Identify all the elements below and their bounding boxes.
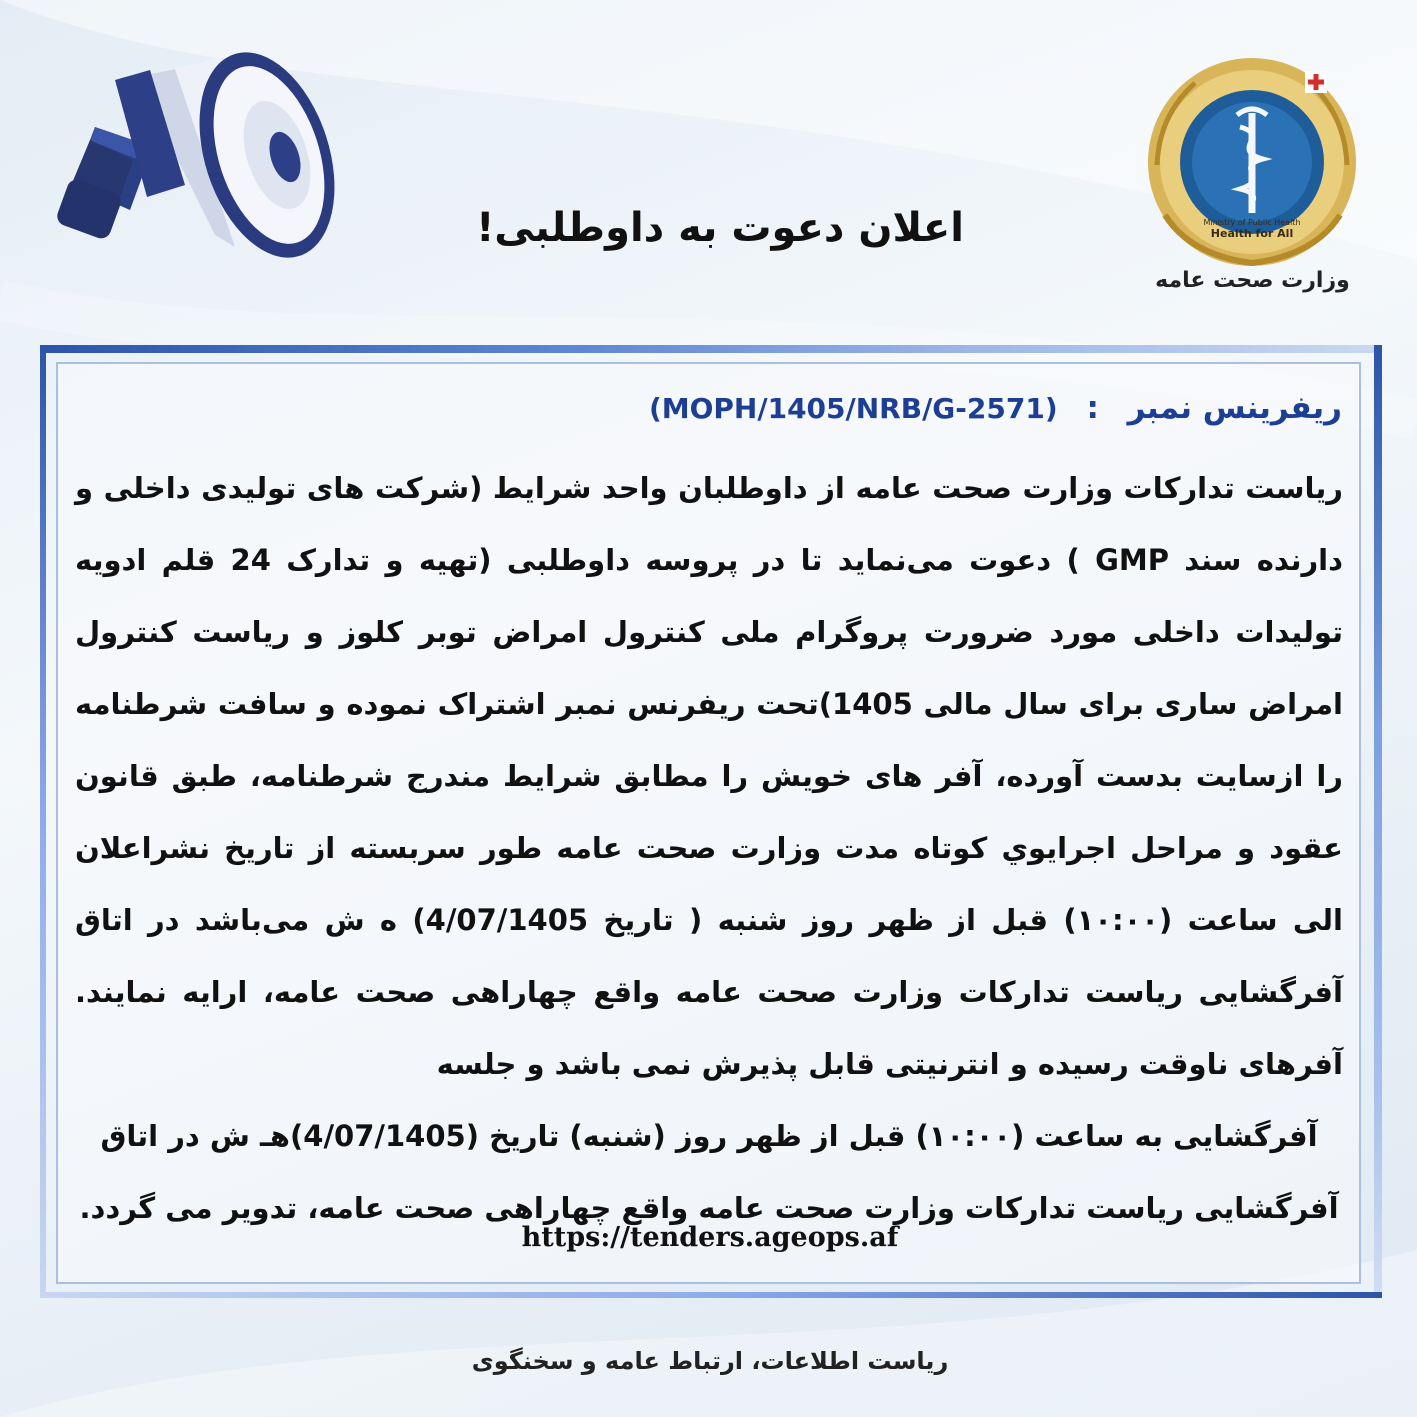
notice-paragraph: ریاست تدارکات وزارت صحت عامه از داوطلبان واحد شرایط (شرکت های تولیدی داخلی و دارنده سند GMP ) دعوت می‌نماید تا در پروسه داوطلبی (تهیه و تدارک 24 قلم ادویه تولیدات داخلی مورد ضرورت پروگرام ملی کنترول امراض توبر کلوز و ریاست کنترول امراض ساری برای سال مالی 1405)تحت ریفرنس نمبر اشتراک نموده و سافت شرطنامه را ازسایت بدست آورده، آفر های خویش را مطابق شرایط مندرج شرطنامه، طبق قانون عقود و مراحل اجرايوي کوتاه مدت وزارت صحت عامه طور سربسته از تاریخ نشراعلان الی ساعت (۱۰:۰۰) قبل از ظهر روز شنبه ( تاریخ 4/07/1405) ه ش می‌باشد در اتاق آفرگشایی ریاست تدارکات وزارت صحت عامه واقع چهاراهی صحت عامه، ارایه نمایند. آفرهای ناوقت رسیده و انترنیتی قابل پذیرش نمی باشد و جلسه: [75, 471, 1343, 1081]
notice-body: [75, 452, 1343, 1244]
megaphone-icon: [55, 35, 340, 285]
reference-label: ریفرینس نمبر: [1127, 390, 1342, 426]
ministry-emblem: [1145, 55, 1360, 270]
website-link[interactable]: https://tenders.ageops.af: [521, 1222, 899, 1253]
footer-label: ریاست اطلاعات، ارتباط عامه و سخنگوی: [471, 1347, 949, 1375]
frame-accent: [40, 345, 46, 1298]
emblem-motto: Health for All: [1210, 227, 1294, 240]
frame-accent: [40, 345, 1382, 353]
ministry-label: وزارت صحت عامه: [1155, 268, 1350, 293]
frame-accent: [40, 1292, 1382, 1298]
page-title: اعلان دعوت به داوطلبی!: [476, 205, 964, 251]
notice-line-opening-session: آفرگشایی به ساعت (۱۰:۰۰) قبل از ظهر روز (شنبه) تاریخ (4/07/1405)هـ ش در اتاق: [100, 1119, 1318, 1153]
reference-code: (MOPH/1405/NRB/G-2571): [648, 392, 1058, 425]
notice-line-opening-location: آفرگشایی ریاست تدارکات وزارت صحت عامه واقع چهاراهی صحت عامه، تدویر می گردد.: [79, 1191, 1339, 1225]
emblem-ministry-name: Ministry of Public Health: [1203, 218, 1301, 227]
reference-number: [600, 390, 1342, 440]
frame-accent: [1374, 345, 1382, 1298]
reference-separator: :: [1086, 390, 1099, 426]
